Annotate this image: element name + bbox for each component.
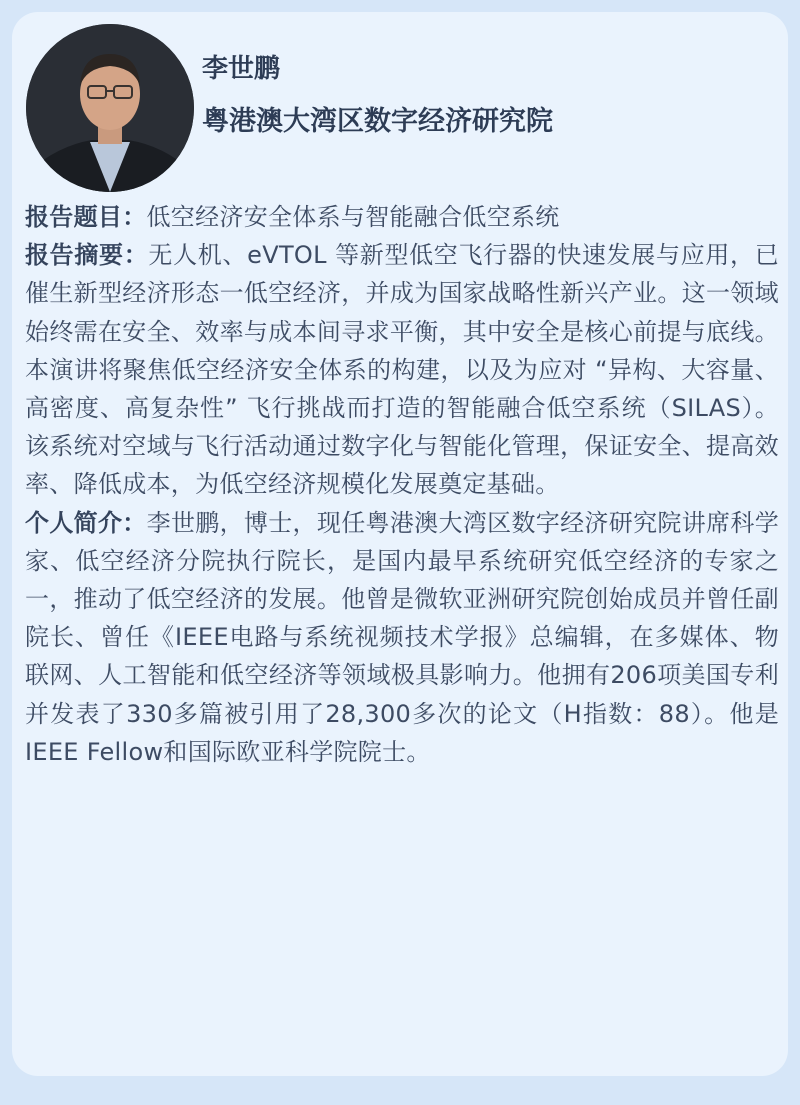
speaker-organization: 粤港澳大湾区数字经济研究院 (202, 106, 553, 137)
report-title-label: 报告题目： (25, 203, 147, 231)
report-abstract: 无人机、eVTOL 等新型低空飞行器的快速发展与应用，已催生新型经济形态一低空经济，并成为国家战略性新兴产业。这一领域始终需在安全、效率与成本间寻求平衡，其中安全是核心前提与底线。本演讲将聚焦低空经济安全体系的构建，以及为应对 “异构、大容量、高密度、高复杂性” 飞行挑战而打造的智能融合低空系统（SILAS）。该系统对空域与飞行活动通过数字化与智能化管理，保证安全、提高效率、降低成本，为低空经济规模化发展奠定基础。 (25, 241, 779, 499)
speaker-name: 李世鹏 (202, 54, 281, 84)
speaker-bio-paragraph (25, 504, 779, 771)
speaker-card (12, 12, 788, 1076)
speaker-portrait-image (26, 24, 194, 192)
speaker-photo (26, 24, 194, 192)
report-abstract-label: 报告摘要： (25, 241, 149, 270)
speaker-bio: 李世鹏，博士，现任粤港澳大湾区数字经济研究院讲席科学家、低空经济分院执行院长，是国内最早系统研究低空经济的专家之一，推动了低空经济的发展。他曾是微软亚洲研究院创始成员并曾任副院长、曾任《IEEE电路与系统视频技术学报》总编辑，在多媒体、物联网、人工智能和低空经济等领域极具影响力。他拥有206项美国专利并发表了330多篇被引用了28,300多次的论文（H指数：88）。他是IEEE Fellow和国际欧亚科学院院士。 (25, 508, 779, 766)
report-details (25, 198, 779, 771)
speaker-bio-label: 个人简介： (25, 508, 147, 537)
report-title: 低空经济安全体系与智能融合低空系统 (146, 203, 560, 231)
report-title-paragraph (25, 198, 779, 236)
report-abstract-paragraph (25, 236, 779, 503)
